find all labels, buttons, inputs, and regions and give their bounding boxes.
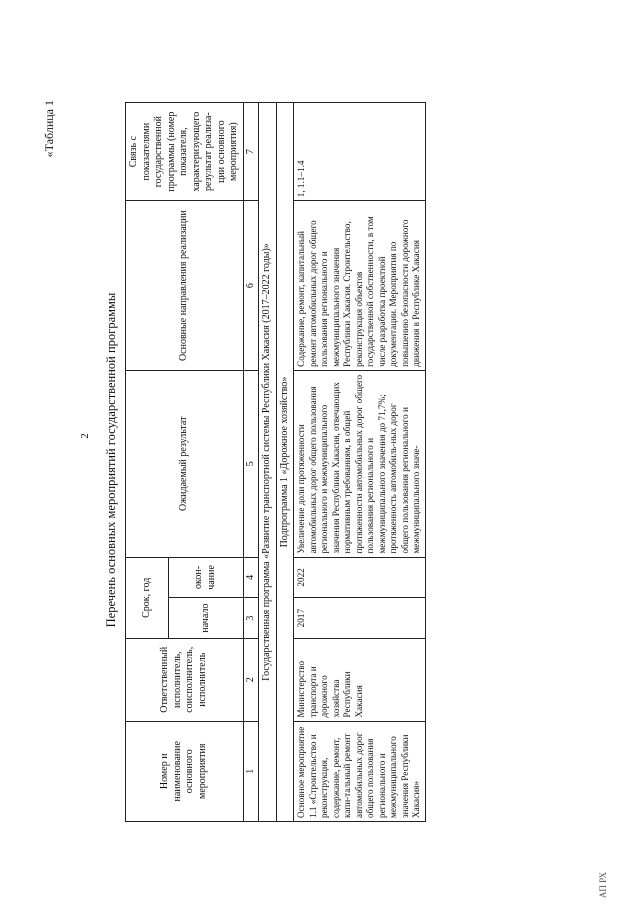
column-number-row [243,103,259,822]
table-label: «Таблица 1 [42,100,56,158]
table-row [294,103,426,822]
column-number: 1 [243,721,259,821]
activity-start: 2017 [294,598,426,639]
header-executor: Ответственный исполнитель, соисполнитель, исполнитель [126,638,244,721]
header-row [126,103,169,822]
column-number: 4 [243,557,259,598]
column-number: 7 [243,103,259,201]
column-number: 5 [243,370,259,557]
footer-mark: АП РХ [598,871,609,899]
column-number: 3 [243,598,259,639]
header-indicator: Связь с показателями государственной программы (номер показателя, характеризующего результат реализа-ции основного мероприятия) [126,103,244,201]
main-activities-table [125,102,426,822]
subprogram-title: Подпрограмма 1 «Дорожное хозяйство» [276,103,294,822]
activity-indicator: 1, 1.1–1.4 [294,103,426,201]
column-number: 2 [243,638,259,721]
header-name: Номер и наименование основного мероприятия [126,721,244,821]
header-directions: Основные направления реализации [126,201,244,371]
page-number: 2 [79,433,91,439]
activity-directions: Содержание, ремонт, капитальный ремонт автомобильных дорог общего пользования регионального и межмуниципального значения Республики Хакасия. Строительство, реконструкция объектов государственной собственности, в том числе разработка проектной документации. Мероприятия по повышению безопасности дорожного движения в Республике Хакасия [294,201,426,371]
document-title: Перечень основных мероприятий государственной программы [104,292,118,628]
header-result: Ожидаемый результат [126,370,244,557]
header-start: начало [169,598,243,639]
subprogram-row [276,103,294,822]
activity-result: Увеличение доли протяженности автомобильных дорог общего пользования регионального и межмуниципального значения Республики Хакасия, отвечающих нормативным требованиям, в общей протяженности автомобильных дорог общего пользования регионального и межмуниципального значения до 71,7%; протяженность автомобиль-ных дорог общего пользования регионального и межмуниципального значе- [294,370,426,557]
program-row [259,103,277,822]
activity-executor: Министерство транспорта и дорожного хозяйства Республики Хакасия [294,638,426,721]
header-term: Срок, год [126,557,169,638]
column-number: 6 [243,201,259,371]
activity-end: 2022 [294,557,426,598]
activity-name: Основное мероприятие 1.1 «Строительство и реконструкция, содержание, ремонт, капи-тальный ремонт автомобильных дорог общего пользования регионального и межмуниципального значения Республики Хакасия» [294,721,426,821]
program-title: Государственная программа «Развитие транспортной системы Республики Хакасия (2017–2022 годы)» [259,103,277,822]
rotated-landscape-content [40,70,600,850]
header-end: окон-чание [169,557,243,598]
